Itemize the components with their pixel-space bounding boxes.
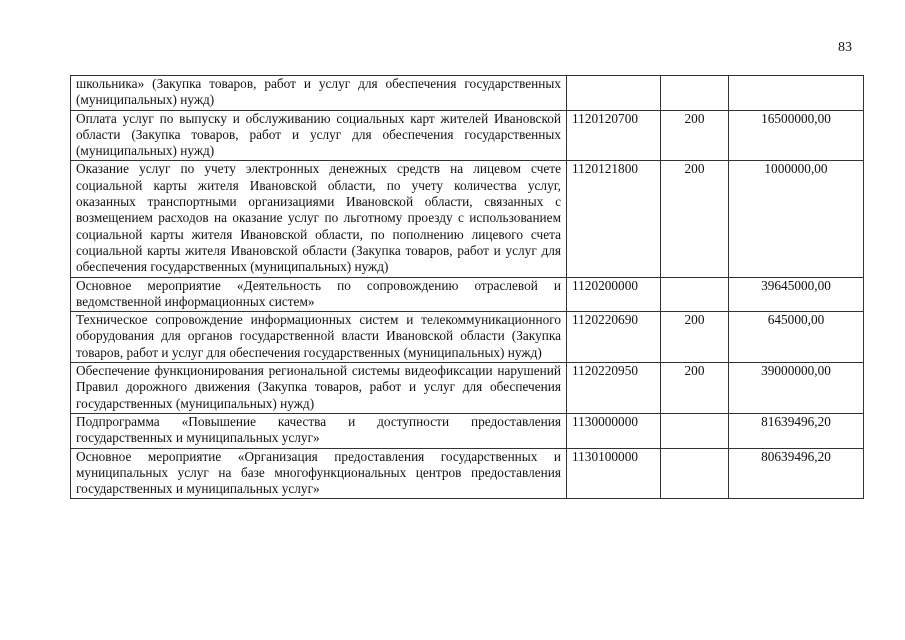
target-code: 1120220690 [567,312,661,363]
table-row [71,277,864,312]
amount: 80639496,20 [729,448,864,499]
table-row [71,413,864,448]
expense-name: Подпрограмма «Повышение качества и доступности предоставления государственных и муниципальных услуг» [71,413,567,448]
amount: 39645000,00 [729,277,864,312]
target-code: 1120120700 [567,110,661,161]
amount: 39000000,00 [729,363,864,414]
budget-table [70,75,864,499]
target-code [567,76,661,111]
target-code: 1130100000 [567,448,661,499]
target-code: 1120121800 [567,161,661,277]
expense-name: школьника» (Закупка товаров, работ и услуг для обеспечения государственных (муниципальных) нужд) [71,76,567,111]
expense-type [661,413,729,448]
expense-name: Основное мероприятие «Организация предоставления государственных и муниципальных услуг на базе многофункциональных центров предоставления государственных и муниципальных услуг» [71,448,567,499]
expense-name: Основное мероприятие «Деятельность по сопровождению отраслевой и ведомственной информационных систем» [71,277,567,312]
amount [729,76,864,111]
table-row [71,363,864,414]
expense-type [661,448,729,499]
expense-type: 200 [661,110,729,161]
page-number: 83 [838,40,852,55]
target-code: 1130000000 [567,413,661,448]
table-row [71,110,864,161]
expense-type: 200 [661,161,729,277]
amount: 1000000,00 [729,161,864,277]
amount: 81639496,20 [729,413,864,448]
table-row [71,448,864,499]
table-row [71,76,864,111]
expense-type: 200 [661,312,729,363]
amount: 645000,00 [729,312,864,363]
target-code: 1120200000 [567,277,661,312]
expense-name: Оплата услуг по выпуску и обслуживанию социальных карт жителей Ивановской области (Закупка товаров, работ и услуг для обеспечения государственных (муниципальных) нужд) [71,110,567,161]
table-row [71,161,864,277]
table-row [71,312,864,363]
expense-name: Оказание услуг по учету электронных денежных средств на лицевом счете социальной карты жителя Ивановской области, по учету количества услуг, оказанных транспортными организациями Ивановской области, связанных с возмещением расходов на оказание услуг по льготному проезду с использованием социальной карты жителя Ивановской области, по пополнению лицевого счета социальной карты жителя Ивановской области (Закупка товаров, работ и услуг для обеспечения государственных (муниципальных) нужд) [71,161,567,277]
expense-type: 200 [661,363,729,414]
expense-type [661,76,729,111]
expense-name: Техническое сопровождение информационных систем и телекоммуникационного оборудования для органов государственной власти Ивановской области (Закупка товаров, работ и услуг для обеспечения государственных (муниципальных) нужд) [71,312,567,363]
expense-name: Обеспечение функционирования региональной системы видеофиксации нарушений Правил дорожного движения (Закупка товаров, работ и услуг для обеспечения государственных (муниципальных) нужд) [71,363,567,414]
amount: 16500000,00 [729,110,864,161]
expense-type [661,277,729,312]
target-code: 1120220950 [567,363,661,414]
